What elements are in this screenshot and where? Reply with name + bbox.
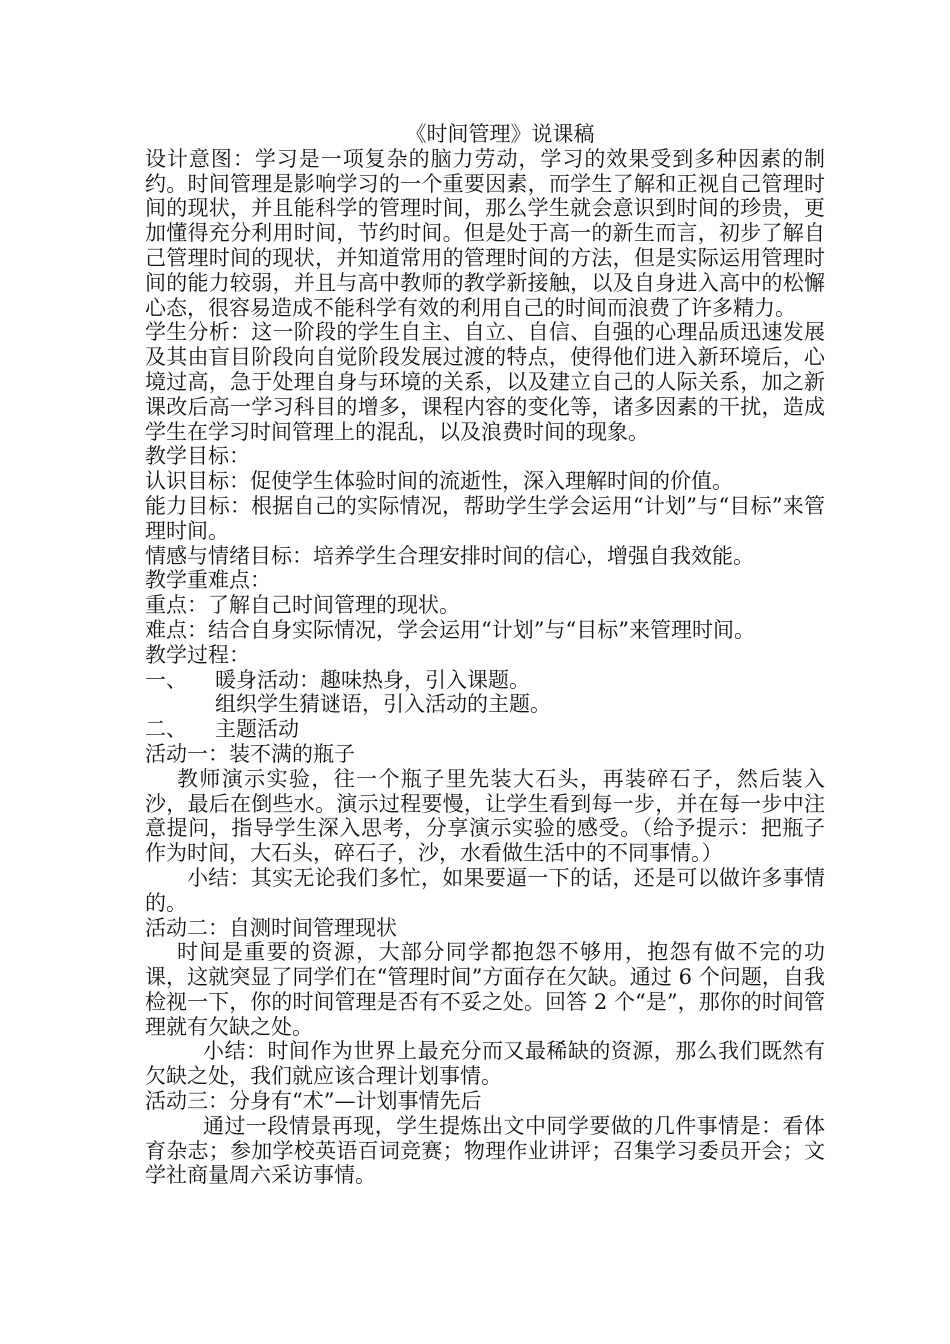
teaching-process-heading: 教学过程： bbox=[145, 642, 250, 667]
activity-two-summary: 小结：时间作为世界上最充分而又最稀缺的资源，那么我们既然有欠缺之处，我们就应该合理计划事情。 bbox=[145, 1039, 825, 1089]
design-intent-paragraph: 设计意图：学习是一项复杂的脑力劳动，学习的效果受到多种因素的制约。时间管理是影响学习的一个重要因素，而学生了解和正视自己管理时间的现状，并且能科学的管理时间，那么学生就会意识到时间的珍贵，更加懂得充分利用时间，节约时间。但是处于高一的新生而言，初步了解自己管理时间的现状，并知道常用的管理时间的方法，但是实际运用管理时间的能力较弱，并且与高中教师的教学新接触，以及自身进入高中的松懈心态，很容易造成不能科学有效的利用自己的时间而浪费了许多精力。 bbox=[145, 146, 825, 320]
activity-one-summary: 小结：其实无论我们多忙，如果要逼一下的话，还是可以做许多事情的。 bbox=[145, 865, 825, 915]
difficult-point: 难点：结合自身实际情况，学会运用“计划”与“目标”来管理时间。 bbox=[145, 617, 755, 642]
step-two-text: 主题活动 bbox=[215, 717, 299, 742]
activity-one-title: 活动一：装不满的瓶子 bbox=[145, 741, 355, 766]
emotion-goal: 情感与情绪目标：培养学生合理安排时间的信心，增强自我效能。 bbox=[145, 543, 754, 568]
step-one-number: 一、 bbox=[145, 667, 187, 692]
step-two bbox=[145, 717, 825, 742]
ability-goal: 能力目标：根据自己的实际情况，帮助学生学会运用“计划”与“目标”来管理时间。 bbox=[145, 493, 825, 543]
activity-one-body: 教师演示实验，往一个瓶子里先装大石头，再装碎石子，然后装入沙，最后在倒些水。演示过程要慢，让学生看到每一步，并在每一步中注意提问，指导学生深入思考，分享演示实验的感受。（给予提示：把瓶子作为时间，大石头，碎石子，沙，水看做生活中的不同事情。） bbox=[145, 766, 825, 866]
activity-two-body: 时间是重要的资源，大部分同学都抱怨不够用，抱怨有做不完的功课，这就突显了同学们在“管理时间”方面存在欠缺。通过 6 个问题，自我检视一下，你的时间管理是否有不妥之处。回答 2 个“是”，那你的时间管理就有欠缺之处。 bbox=[145, 940, 825, 1039]
document-title: 《时间管理》说课稿 bbox=[405, 122, 595, 146]
document-page bbox=[145, 122, 825, 1188]
step-one bbox=[145, 668, 825, 693]
key-difficult-heading: 教学重难点： bbox=[145, 568, 271, 593]
activity-three-title: 活动三：分身有“术”—计划事情先后 bbox=[145, 1089, 482, 1114]
step-two-number: 二、 bbox=[145, 717, 187, 742]
key-point: 重点：了解自己时间管理的现状。 bbox=[145, 593, 460, 618]
step-one-detail: 组织学生猜谜语，引入活动的主题。 bbox=[215, 692, 551, 717]
step-one-text: 暖身活动：趣味热身，引入课题。 bbox=[215, 667, 530, 692]
activity-two-title: 活动二：自测时间管理现状 bbox=[145, 915, 397, 940]
cognitive-goal: 认识目标：促使学生体验时间的流逝性，深入理解时间的价值。 bbox=[145, 469, 733, 494]
activity-three-body: 通过一段情景再现，学生提炼出文中同学要做的几件事情是：看体育杂志；参加学校英语百词竞赛；物理作业讲评；召集学习委员开会；文学社商量周六采访事情。 bbox=[145, 1113, 825, 1188]
student-analysis-paragraph: 学生分析：这一阶段的学生自主、自立、自信、自强的心理品质迅速发展及其由盲目阶段向自觉阶段发展过渡的特点，使得他们进入新环境后，心境过高，急于处理自身与环境的关系，以及建立自己的人际关系，加之新课改后高一学习科目的增多，课程内容的变化等，诸多因素的干扰，造成学生在学习时间管理上的混乱，以及浪费时间的现象。 bbox=[145, 320, 825, 444]
teaching-goals-heading: 教学目标： bbox=[145, 444, 250, 469]
